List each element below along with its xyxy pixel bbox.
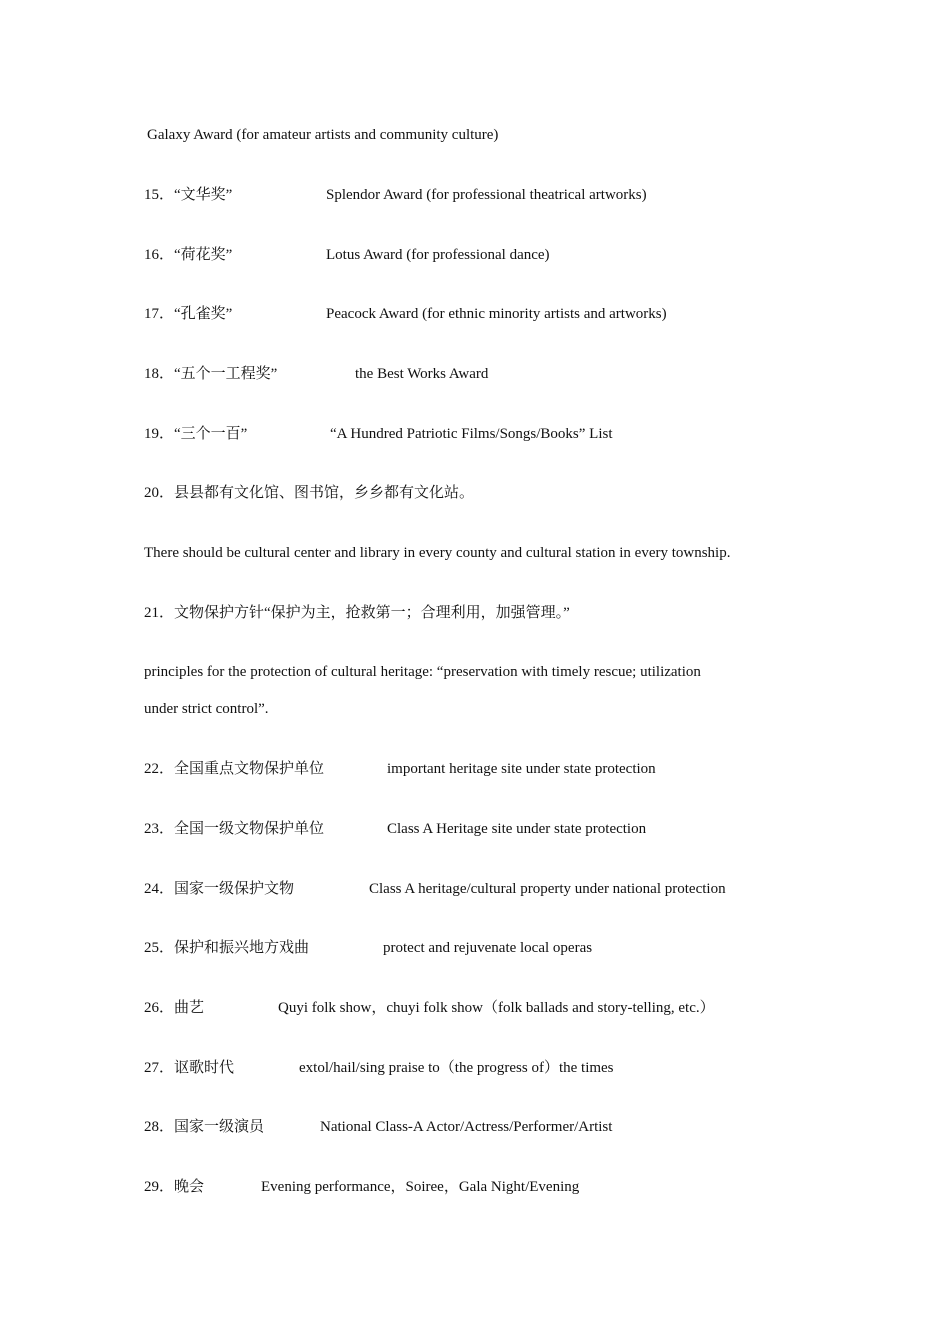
entry-translation: Lotus Award (for professional dance) bbox=[326, 247, 550, 263]
entry-translation: Class A heritage/cultural property under national protection bbox=[369, 881, 726, 897]
entry-translation: the Best Works Award bbox=[355, 366, 489, 382]
entry-term: 28．国家一级演员 bbox=[144, 1119, 265, 1135]
entry-term: 22．全国重点文物保护单位 bbox=[144, 761, 325, 777]
entry-term: 21．文物保护方针“保护为主，抢救第一；合理利用，加强管理。” bbox=[144, 605, 570, 621]
entry-translation: Galaxy Award (for amateur artists and community culture) bbox=[147, 127, 499, 143]
entry-term: 23．全国一级文物保护单位 bbox=[144, 821, 325, 837]
entry-term: 29．晚会 bbox=[144, 1179, 205, 1195]
entry-translation: Peacock Award (for ethnic minority artists and artworks) bbox=[326, 306, 667, 322]
entry-term: 20．县县都有文化馆、图书馆，乡乡都有文化站。 bbox=[144, 485, 475, 501]
entry-translation: Splendor Award (for professional theatrical artworks) bbox=[326, 187, 647, 203]
entry-translation: National Class-A Actor/Actress/Performer/Artist bbox=[320, 1119, 613, 1135]
entry-translation: principles for the protection of cultural heritage: “preservation with timely rescue; utilization bbox=[144, 664, 701, 680]
entry-translation: important heritage site under state protection bbox=[387, 761, 656, 777]
entry-translation: “A Hundred Patriotic Films/Songs/Books” List bbox=[330, 426, 613, 442]
entry-term: 26．曲艺 bbox=[144, 1000, 205, 1016]
entry-term: 24．国家一级保护文物 bbox=[144, 881, 295, 897]
entry-translation: Quyi folk show，chuyi folk show（folk ballads and story-telling, etc.） bbox=[278, 1000, 715, 1016]
entry-term: 19．“三个一百” bbox=[144, 426, 248, 442]
entry-translation: Class A Heritage site under state protection bbox=[387, 821, 647, 837]
entry-term: 17．“孔雀奖” bbox=[144, 306, 233, 322]
entry-term: 25．保护和振兴地方戏曲 bbox=[144, 940, 310, 956]
entry-translation: extol/hail/sing praise to（the progress of）the times bbox=[299, 1060, 614, 1076]
entry-translation: under strict control”. bbox=[144, 701, 269, 717]
entry-term: 15．“文华奖” bbox=[144, 187, 233, 203]
entry-term: 18．“五个一工程奖” bbox=[144, 366, 278, 382]
entry-term: 27．讴歌时代 bbox=[144, 1060, 235, 1076]
entry-translation: protect and rejuvenate local operas bbox=[383, 940, 593, 956]
entry-translation: Evening performance，Soiree，Gala Night/Evening bbox=[261, 1179, 580, 1195]
entry-translation: There should be cultural center and library in every county and cultural station in every township. bbox=[144, 545, 731, 561]
entry-term: 16．“荷花奖” bbox=[144, 247, 233, 263]
